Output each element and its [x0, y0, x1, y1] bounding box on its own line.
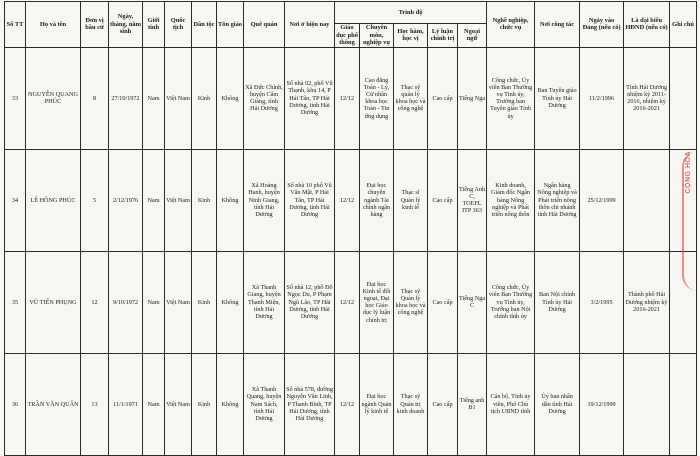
cell-delegate: Thành phố Hải Dương nhiệm kỳ 2016-2021 — [624, 251, 670, 353]
header-unit: Đơn vị bầu cử — [81, 2, 109, 48]
cell-religion: Không — [217, 251, 244, 353]
cell-party-date: 19/12/1999 — [580, 353, 624, 455]
cell-job: Kinh doanh, Giám đốc Ngân hàng Nông nghiệp và Phát triển nông thôn — [487, 149, 535, 251]
cell-residence: Số nhà 10 phố Vũ Văn Mật, P Hải Tân, TP Hải Dương, tỉnh Hải Dương — [285, 149, 335, 251]
cell-ethnicity: Kinh — [192, 149, 217, 251]
cell-degree: Thạc sỹ quản lý khoa học và công nghệ — [394, 47, 428, 149]
cell-politics: Cao cấp — [428, 353, 458, 455]
cell-party-date: 3/2/1995 — [580, 251, 624, 353]
cell-religion: Không — [217, 47, 244, 149]
header-degree: Học hàm, học vị — [394, 24, 428, 48]
cell-workplace: Ngân hàng Nông nghiệp và Phát triển nông thôn chi nhánh tỉnh Hải Dương — [535, 149, 580, 251]
cell-ethnicity: Kinh — [192, 251, 217, 353]
cell-degree: Thạc sĩ Quản lý kinh tế — [394, 149, 428, 251]
header-religion: Tôn giáo — [217, 2, 244, 48]
cell-general: 12/12 — [335, 353, 360, 455]
cell-note — [670, 353, 697, 455]
cell-delegate: Tỉnh Hải Dương nhiệm kỳ 2011-2016, nhiệm kỳ 2016-2021 — [624, 47, 670, 149]
header-residence: Nơi ở hiện nay — [285, 2, 335, 48]
header-row-1 — [5, 2, 697, 24]
cell-name: LÊ HỒNG PHÚC — [26, 149, 81, 251]
cell-ethnicity: Kinh — [192, 353, 217, 455]
header-hometown: Quê quán — [244, 2, 285, 48]
table-row — [5, 251, 697, 353]
header-note: Ghi chú — [670, 2, 697, 48]
cell-politics: Cao cấp — [428, 47, 458, 149]
cell-residence: Số nhà 02, phố Vũ Thạnh, khu 14, P Hải Tân, TP Hải Dương, tỉnh Hải Dương — [285, 47, 335, 149]
cell-unit: 8 — [81, 47, 109, 149]
table-row — [5, 149, 697, 251]
cell-dob: 2/12/1976 — [109, 149, 143, 251]
cell-specialty: Đại học Kinh tế đối ngoại, Đại học Giáo dục lý luận chính trị — [360, 251, 394, 353]
cell-nationality: Việt Nam — [165, 149, 192, 251]
header-workplace: Nơi công tác — [535, 2, 580, 48]
cell-degree: Thạc sỹ Quản trị kinh doanh — [394, 353, 428, 455]
cell-stt: 34 — [5, 149, 26, 251]
cell-party-date: 25/12/1999 — [580, 149, 624, 251]
header-gender: Giới tính — [143, 2, 165, 48]
candidate-rows — [5, 47, 697, 455]
header-specialty: Chuyên môn, nghiệp vụ — [360, 24, 394, 48]
cell-general: 12/12 — [335, 47, 360, 149]
cell-degree: Thạc sỹ Quản lý khoa học và công nghệ — [394, 251, 428, 353]
header-general: Giáo dục phổ thông — [336, 24, 358, 47]
cell-job: Công chức, Ủy viên Ban Thường vụ Tỉnh ủy, Trưởng ban Nội chính tỉnh ủy — [487, 251, 535, 353]
cell-workplace: Ban Nội chính Tỉnh ủy Hải Dương — [535, 251, 580, 353]
cell-gender: Nam — [143, 353, 165, 455]
cell-gender: Nam — [143, 47, 165, 149]
header-politics: Lý luận chính trị — [428, 24, 458, 48]
header-nationality: Quốc tịch — [165, 2, 192, 48]
cell-residence: Số nhà 12, phố Đỗ Ngọc Du, P Phạm Ngũ Lão, TP Hải Dương, tỉnh Hải Dương — [285, 251, 335, 353]
table-row — [5, 353, 697, 455]
cell-general: 12/12 — [335, 149, 360, 251]
stamp-text: CỘNG HÒA — [685, 151, 692, 194]
candidate-list-sheet — [4, 1, 696, 456]
cell-politics: Cao cấp — [428, 149, 458, 251]
header-language: Ngoại ngữ — [458, 24, 487, 48]
cell-hometown: Xã Thanh Quang, huyện Nam Sách, tỉnh Hải Dương — [244, 353, 285, 455]
cell-language: Tiếng Nga — [458, 47, 487, 149]
cell-language: Tiếng Nga C — [458, 251, 487, 353]
header-job: Nghề nghiệp, chức vụ — [487, 2, 535, 48]
cell-stt: 33 — [5, 47, 26, 149]
cell-note — [670, 47, 697, 149]
cell-general: 12/12 — [335, 251, 360, 353]
cell-specialty: Đại học ngành Quản lý kinh tế — [360, 353, 394, 455]
cell-religion: Không — [217, 149, 244, 251]
cell-job: Cán bộ, Tỉnh ủy viên, Phó Chủ tịch UBND tỉnh — [487, 353, 535, 455]
cell-religion: Không — [217, 353, 244, 455]
cell-hometown: Xã Thanh Giang, huyện Thanh Miện, tỉnh Hải Dương — [244, 251, 285, 353]
table-row — [5, 47, 697, 149]
cell-unit: 12 — [81, 251, 109, 353]
cell-gender: Nam — [143, 149, 165, 251]
cell-name: VŨ TIẾN PHỤNG — [26, 251, 81, 353]
cell-residence: Số nhà 578, đường Nguyễn Văn Linh, P Thanh Bình, TP Hải Dương, tỉnh Hải Dương — [285, 353, 335, 455]
header-stt: Số TT — [5, 2, 26, 48]
cell-language: Tiếng Anh C, TOEFL ITP 363 — [458, 149, 487, 251]
cell-unit: 5 — [81, 149, 109, 251]
cell-job: Công chức, Ủy viên Ban Thường vụ Tỉnh ủy, Trưởng ban Tuyên giáo Tỉnh ủy — [487, 47, 535, 149]
cell-party-date: 11/2/1996 — [580, 47, 624, 149]
cell-ethnicity: Kinh — [192, 47, 217, 149]
cell-workplace: Ban Tuyên giáo Tỉnh ủy Hải Dương — [535, 47, 580, 149]
cell-specialty: Đại học chuyên ngành Tài chính ngân hàng — [360, 149, 394, 251]
cell-nationality: Việt Nam — [165, 251, 192, 353]
cell-stt: 35 — [5, 251, 26, 353]
header-name: Họ và tên — [26, 2, 81, 48]
cell-name: NGUYỄN QUANG PHÚC — [26, 47, 81, 149]
header-ethnicity: Dân tộc — [192, 2, 217, 48]
cell-dob: 9/10/1972 — [109, 251, 143, 353]
header-delegate: Là đại biểu HĐND (nếu có) — [624, 2, 670, 48]
cell-workplace: Ủy ban nhân dân tỉnh Hải Dương — [535, 353, 580, 455]
cell-name: TRẦN VĂN QUÂN — [26, 353, 81, 455]
cell-stt: 36 — [5, 353, 26, 455]
cell-hometown: Xã Hoàng Hanh, huyện Ninh Giang, tỉnh Hải Dương — [244, 149, 285, 251]
red-seal-stamp — [682, 151, 698, 291]
cell-dob: 11/1/1971 — [109, 353, 143, 455]
cell-nationality: Việt Nam — [165, 353, 192, 455]
cell-hometown: Xã Đức Chính, huyện Cẩm Giàng, tỉnh Hải Dương — [244, 47, 285, 149]
header-party-date: Ngày vào Đảng (nếu có) — [580, 2, 624, 48]
cell-unit: 13 — [81, 353, 109, 455]
cell-nationality: Việt Nam — [165, 47, 192, 149]
header-education: Trình độ — [335, 2, 487, 24]
cell-specialty: Cao đẳng Toán - Lý, Cử nhân khoa học Toán - Tin ứng dụng — [360, 47, 394, 149]
cell-language: Tiếng anh B1 — [458, 353, 487, 455]
cell-politics: Cao cấp — [428, 251, 458, 353]
header-dob: Ngày, tháng, năm sinh — [109, 2, 143, 48]
cell-gender: Nam — [143, 251, 165, 353]
cell-dob: 27/10/1972 — [109, 47, 143, 149]
candidate-table — [4, 1, 697, 456]
cell-delegate — [624, 149, 670, 251]
cell-delegate — [624, 353, 670, 455]
